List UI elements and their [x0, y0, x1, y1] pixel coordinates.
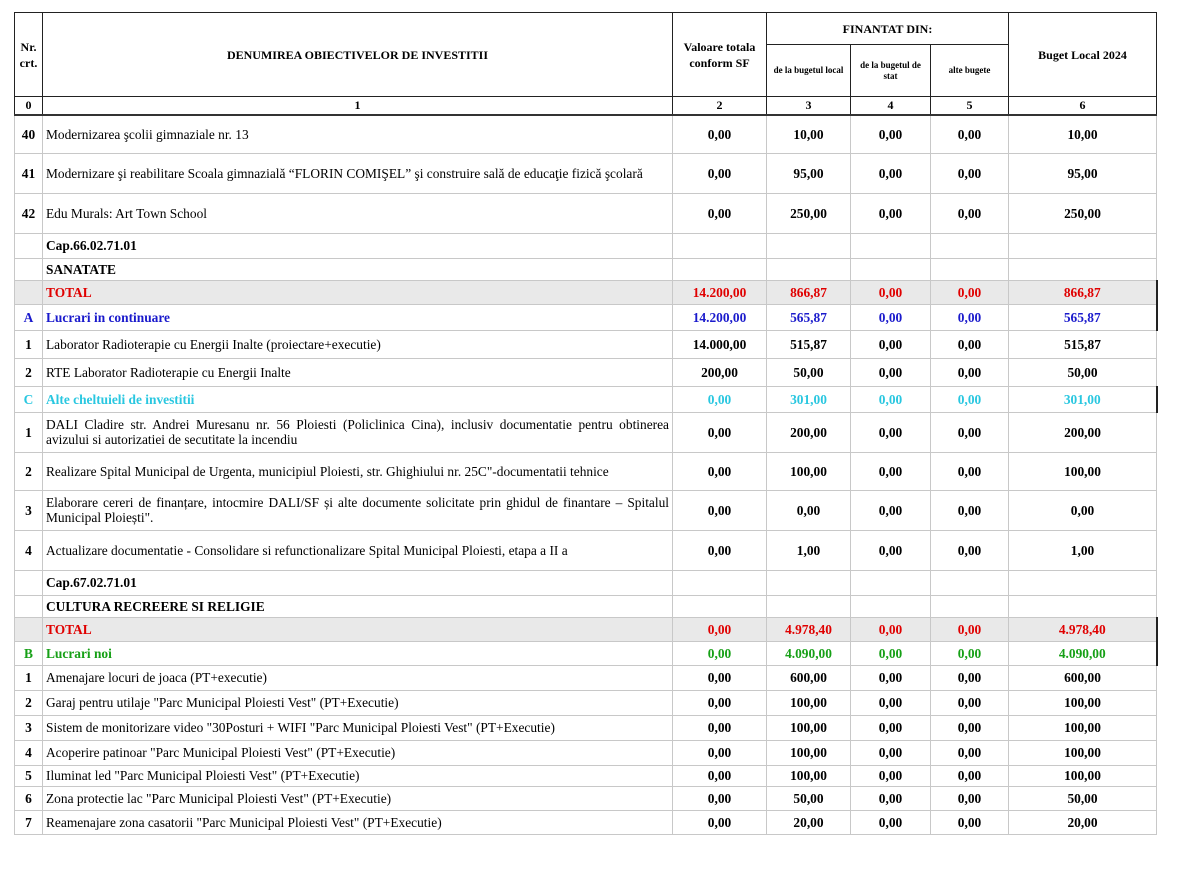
objective-name: Sistem de monitorizare video "30Posturi + WIFI "Parc Municipal Ploiesti Vest" (PT+Executie): [43, 715, 673, 740]
row-number: 2: [15, 358, 43, 386]
alte-bugete-cell: [931, 595, 1009, 617]
alte-bugete-cell: 0,00: [931, 740, 1009, 765]
buget-stat-cell: 0,00: [851, 452, 931, 490]
alte-bugete-cell: 0,00: [931, 330, 1009, 358]
valoare-totala-cell: 0,00: [673, 115, 767, 153]
valoare-totala-cell: 0,00: [673, 617, 767, 641]
buget-local-2024-cell: 250,00: [1009, 193, 1157, 233]
row-number: 4: [15, 530, 43, 570]
row-number: [15, 617, 43, 641]
buget-stat-cell: 0,00: [851, 810, 931, 834]
row-number: [15, 233, 43, 258]
buget-local-cell: 100,00: [767, 765, 851, 786]
buget-stat-cell: 0,00: [851, 740, 931, 765]
buget-stat-cell: [851, 595, 931, 617]
buget-local-cell: 0,00: [767, 490, 851, 530]
valoare-totala-cell: 14.200,00: [673, 304, 767, 330]
buget-stat-cell: 0,00: [851, 617, 931, 641]
objective-name: Actualizare documentatie - Consolidare si refunctionalizare Spital Municipal Ploiesti, etapa a II a: [43, 530, 673, 570]
objective-name: Modernizare şi reabilitare Scoala gimnazială “FLORIN COMIŞEL” şi construire sală de educaţie fizică şcolară: [43, 153, 673, 193]
alte-bugete-cell: 0,00: [931, 490, 1009, 530]
valoare-totala-cell: 0,00: [673, 530, 767, 570]
objective-name: Lucrari in continuare: [43, 304, 673, 330]
row-number: [15, 280, 43, 304]
buget-stat-cell: 0,00: [851, 193, 931, 233]
valoare-totala-cell: 200,00: [673, 358, 767, 386]
row-number: 42: [15, 193, 43, 233]
buget-local-cell: 250,00: [767, 193, 851, 233]
alte-bugete-cell: 0,00: [931, 530, 1009, 570]
valoare-totala-cell: 0,00: [673, 740, 767, 765]
alte-bugete-cell: 0,00: [931, 386, 1009, 412]
column-index: 2: [673, 97, 767, 116]
objective-name: Cap.67.02.71.01: [43, 570, 673, 595]
buget-local-2024-cell: 515,87: [1009, 330, 1157, 358]
buget-stat-cell: 0,00: [851, 786, 931, 810]
alte-bugete-cell: 0,00: [931, 765, 1009, 786]
objective-name: Iluminat led "Parc Municipal Ploiesti Vest" (PT+Executie): [43, 765, 673, 786]
objective-name: Zona protectie lac "Parc Municipal Ploiesti Vest" (PT+Executie): [43, 786, 673, 810]
valoare-totala-cell: 0,00: [673, 641, 767, 665]
buget-stat-cell: [851, 258, 931, 280]
alte-bugete-cell: [931, 258, 1009, 280]
buget-local-cell: 10,00: [767, 115, 851, 153]
buget-local-2024-cell: 100,00: [1009, 715, 1157, 740]
table-row: [15, 358, 1157, 386]
objective-name: Amenajare locuri de joaca (PT+executie): [43, 665, 673, 690]
valoare-totala-cell: [673, 570, 767, 595]
valoare-totala-cell: 0,00: [673, 810, 767, 834]
buget-local-2024-cell: 4.978,40: [1009, 617, 1157, 641]
buget-local-cell: 50,00: [767, 786, 851, 810]
buget-local-2024-cell: 100,00: [1009, 765, 1157, 786]
buget-local-cell: [767, 595, 851, 617]
buget-stat-cell: [851, 570, 931, 595]
valoare-totala-cell: 0,00: [673, 690, 767, 715]
header-denumire: DENUMIREA OBIECTIVELOR DE INVESTITII: [43, 13, 673, 97]
alte-bugete-cell: 0,00: [931, 193, 1009, 233]
buget-local-2024-cell: 50,00: [1009, 358, 1157, 386]
valoare-totala-cell: 0,00: [673, 153, 767, 193]
buget-local-cell: 4.978,40: [767, 617, 851, 641]
row-number: 6: [15, 786, 43, 810]
table-row: [15, 452, 1157, 490]
table-row: [15, 412, 1157, 452]
row-number: 2: [15, 690, 43, 715]
total-row: [15, 280, 1157, 304]
alte-bugete-cell: [931, 233, 1009, 258]
alte-bugete-cell: 0,00: [931, 153, 1009, 193]
header-nr: Nr. crt.: [15, 13, 43, 97]
buget-local-2024-cell: [1009, 595, 1157, 617]
row-number: 1: [15, 665, 43, 690]
table-row: [15, 786, 1157, 810]
alte-bugete-cell: 0,00: [931, 358, 1009, 386]
buget-local-2024-cell: 10,00: [1009, 115, 1157, 153]
buget-local-cell: 100,00: [767, 690, 851, 715]
row-number: [15, 595, 43, 617]
buget-stat-cell: 0,00: [851, 358, 931, 386]
column-index: 6: [1009, 97, 1157, 116]
row-number: 2: [15, 452, 43, 490]
buget-local-2024-cell: 301,00: [1009, 386, 1157, 412]
row-number: 4: [15, 740, 43, 765]
row-number: [15, 258, 43, 280]
row-number: 40: [15, 115, 43, 153]
buget-local-cell: 1,00: [767, 530, 851, 570]
objective-name: Edu Murals: Art Town School: [43, 193, 673, 233]
objective-name: Alte cheltuieli de investitii: [43, 386, 673, 412]
table-row: [15, 765, 1157, 786]
objective-name: DALI Cladire str. Andrei Muresanu nr. 56 Ploiesti (Policlinica Cina), inclusiv documentatie pentru obtinerea avizului si autorizatiei de secutitate la incendiu: [43, 412, 673, 452]
alte-bugete-cell: 0,00: [931, 115, 1009, 153]
valoare-totala-cell: 0,00: [673, 665, 767, 690]
alte-bugete-cell: 0,00: [931, 786, 1009, 810]
secB-row: [15, 641, 1157, 665]
objective-name: Reamenajare zona casatorii "Parc Municipal Ploiesti Vest" (PT+Executie): [43, 810, 673, 834]
objective-name: Cap.66.02.71.01: [43, 233, 673, 258]
valoare-totala-cell: [673, 233, 767, 258]
buget-local-2024-cell: 50,00: [1009, 786, 1157, 810]
buget-local-cell: 866,87: [767, 280, 851, 304]
buget-local-2024-cell: 4.090,00: [1009, 641, 1157, 665]
objective-name: RTE Laborator Radioterapie cu Energii Inalte: [43, 358, 673, 386]
header-buget-2024: Buget Local 2024: [1009, 13, 1157, 97]
buget-local-cell: 301,00: [767, 386, 851, 412]
buget-local-2024-cell: [1009, 258, 1157, 280]
valoare-totala-cell: 0,00: [673, 715, 767, 740]
cap-row: [15, 570, 1157, 595]
buget-stat-cell: 0,00: [851, 530, 931, 570]
buget-stat-cell: 0,00: [851, 115, 931, 153]
buget-stat-cell: 0,00: [851, 665, 931, 690]
buget-local-2024-cell: 0,00: [1009, 490, 1157, 530]
table-header: [15, 13, 1157, 116]
cap-row: [15, 233, 1157, 258]
table-row: [15, 690, 1157, 715]
objective-name: TOTAL: [43, 617, 673, 641]
table-body: [15, 115, 1157, 834]
table-row: [15, 490, 1157, 530]
column-index-row: [15, 97, 1157, 116]
buget-local-cell: 20,00: [767, 810, 851, 834]
valoare-totala-cell: 14.000,00: [673, 330, 767, 358]
row-number: A: [15, 304, 43, 330]
buget-local-2024-cell: 565,87: [1009, 304, 1157, 330]
cap-row: [15, 595, 1157, 617]
header-buget-local: de la bugetul local: [767, 45, 851, 97]
objective-name: Garaj pentru utilaje "Parc Municipal Ploiesti Vest" (PT+Executie): [43, 690, 673, 715]
objective-name: Lucrari noi: [43, 641, 673, 665]
valoare-totala-cell: 14.200,00: [673, 280, 767, 304]
buget-local-cell: 200,00: [767, 412, 851, 452]
buget-local-2024-cell: 1,00: [1009, 530, 1157, 570]
valoare-totala-cell: 0,00: [673, 786, 767, 810]
cap-row: [15, 258, 1157, 280]
buget-local-cell: 600,00: [767, 665, 851, 690]
objective-name: Realizare Spital Municipal de Urgenta, municipiul Ploiesti, str. Ghighiului nr. 25C"-documentatii tehnice: [43, 452, 673, 490]
buget-stat-cell: 0,00: [851, 280, 931, 304]
buget-stat-cell: [851, 233, 931, 258]
buget-stat-cell: 0,00: [851, 715, 931, 740]
alte-bugete-cell: 0,00: [931, 665, 1009, 690]
objective-name: SANATATE: [43, 258, 673, 280]
column-index: 3: [767, 97, 851, 116]
buget-stat-cell: 0,00: [851, 153, 931, 193]
buget-local-2024-cell: 100,00: [1009, 690, 1157, 715]
buget-local-cell: 95,00: [767, 153, 851, 193]
buget-stat-cell: 0,00: [851, 412, 931, 452]
alte-bugete-cell: 0,00: [931, 641, 1009, 665]
buget-local-cell: 100,00: [767, 715, 851, 740]
alte-bugete-cell: [931, 570, 1009, 595]
row-number: 41: [15, 153, 43, 193]
buget-stat-cell: 0,00: [851, 386, 931, 412]
buget-local-2024-cell: 100,00: [1009, 740, 1157, 765]
row-number: 7: [15, 810, 43, 834]
valoare-totala-cell: 0,00: [673, 490, 767, 530]
objective-name: Laborator Radioterapie cu Energii Inalte (proiectare+executie): [43, 330, 673, 358]
buget-local-cell: 565,87: [767, 304, 851, 330]
buget-local-2024-cell: [1009, 570, 1157, 595]
objective-name: TOTAL: [43, 280, 673, 304]
objective-name: Modernizarea şcolii gimnaziale nr. 13: [43, 115, 673, 153]
valoare-totala-cell: [673, 595, 767, 617]
buget-local-cell: 50,00: [767, 358, 851, 386]
buget-stat-cell: 0,00: [851, 765, 931, 786]
objective-name: Acoperire patinoar "Parc Municipal Ploiesti Vest" (PT+Executie): [43, 740, 673, 765]
valoare-totala-cell: 0,00: [673, 452, 767, 490]
column-index: 1: [43, 97, 673, 116]
valoare-totala-cell: 0,00: [673, 386, 767, 412]
alte-bugete-cell: 0,00: [931, 690, 1009, 715]
buget-stat-cell: 0,00: [851, 490, 931, 530]
total-row: [15, 617, 1157, 641]
header-buget-stat: de la bugetul de stat: [851, 45, 931, 97]
secC-row: [15, 386, 1157, 412]
buget-local-2024-cell: 20,00: [1009, 810, 1157, 834]
header-valoare: Valoare totala conform SF: [673, 13, 767, 97]
valoare-totala-cell: 0,00: [673, 193, 767, 233]
alte-bugete-cell: 0,00: [931, 617, 1009, 641]
alte-bugete-cell: 0,00: [931, 810, 1009, 834]
column-index: 5: [931, 97, 1009, 116]
buget-local-2024-cell: [1009, 233, 1157, 258]
row-number: 3: [15, 715, 43, 740]
buget-local-cell: 100,00: [767, 452, 851, 490]
valoare-totala-cell: [673, 258, 767, 280]
buget-local-2024-cell: 200,00: [1009, 412, 1157, 452]
row-number: B: [15, 641, 43, 665]
header-alte-bugete: alte bugete: [931, 45, 1009, 97]
buget-local-cell: [767, 570, 851, 595]
secA-row: [15, 304, 1157, 330]
table-row: [15, 665, 1157, 690]
table-row: [15, 330, 1157, 358]
table-row: [15, 115, 1157, 153]
alte-bugete-cell: 0,00: [931, 304, 1009, 330]
table-row: [15, 193, 1157, 233]
buget-local-cell: 100,00: [767, 740, 851, 765]
buget-stat-cell: 0,00: [851, 330, 931, 358]
table-row: [15, 530, 1157, 570]
objective-name: Elaborare cereri de finanțare, intocmire DALI/SF și alte documente solicitate prin ghidul de finantare – Spitalul Municipal Ploiești".: [43, 490, 673, 530]
table-row: [15, 715, 1157, 740]
buget-local-2024-cell: 866,87: [1009, 280, 1157, 304]
buget-local-cell: 4.090,00: [767, 641, 851, 665]
table-row: [15, 810, 1157, 834]
investments-table: [14, 12, 1158, 835]
row-number: 1: [15, 330, 43, 358]
valoare-totala-cell: 0,00: [673, 412, 767, 452]
alte-bugete-cell: 0,00: [931, 280, 1009, 304]
table-row: [15, 153, 1157, 193]
row-number: C: [15, 386, 43, 412]
valoare-totala-cell: 0,00: [673, 765, 767, 786]
buget-local-cell: 515,87: [767, 330, 851, 358]
buget-stat-cell: 0,00: [851, 690, 931, 715]
buget-local-cell: [767, 258, 851, 280]
row-number: 3: [15, 490, 43, 530]
alte-bugete-cell: 0,00: [931, 412, 1009, 452]
buget-local-2024-cell: 100,00: [1009, 452, 1157, 490]
row-number: 1: [15, 412, 43, 452]
buget-local-cell: [767, 233, 851, 258]
row-number: [15, 570, 43, 595]
row-number: 5: [15, 765, 43, 786]
alte-bugete-cell: 0,00: [931, 452, 1009, 490]
buget-stat-cell: 0,00: [851, 641, 931, 665]
buget-stat-cell: 0,00: [851, 304, 931, 330]
column-index: 0: [15, 97, 43, 116]
objective-name: CULTURA RECREERE SI RELIGIE: [43, 595, 673, 617]
buget-local-2024-cell: 95,00: [1009, 153, 1157, 193]
table-row: [15, 740, 1157, 765]
alte-bugete-cell: 0,00: [931, 715, 1009, 740]
column-index: 4: [851, 97, 931, 116]
header-finantat: FINANTAT DIN:: [767, 13, 1009, 45]
buget-local-2024-cell: 600,00: [1009, 665, 1157, 690]
